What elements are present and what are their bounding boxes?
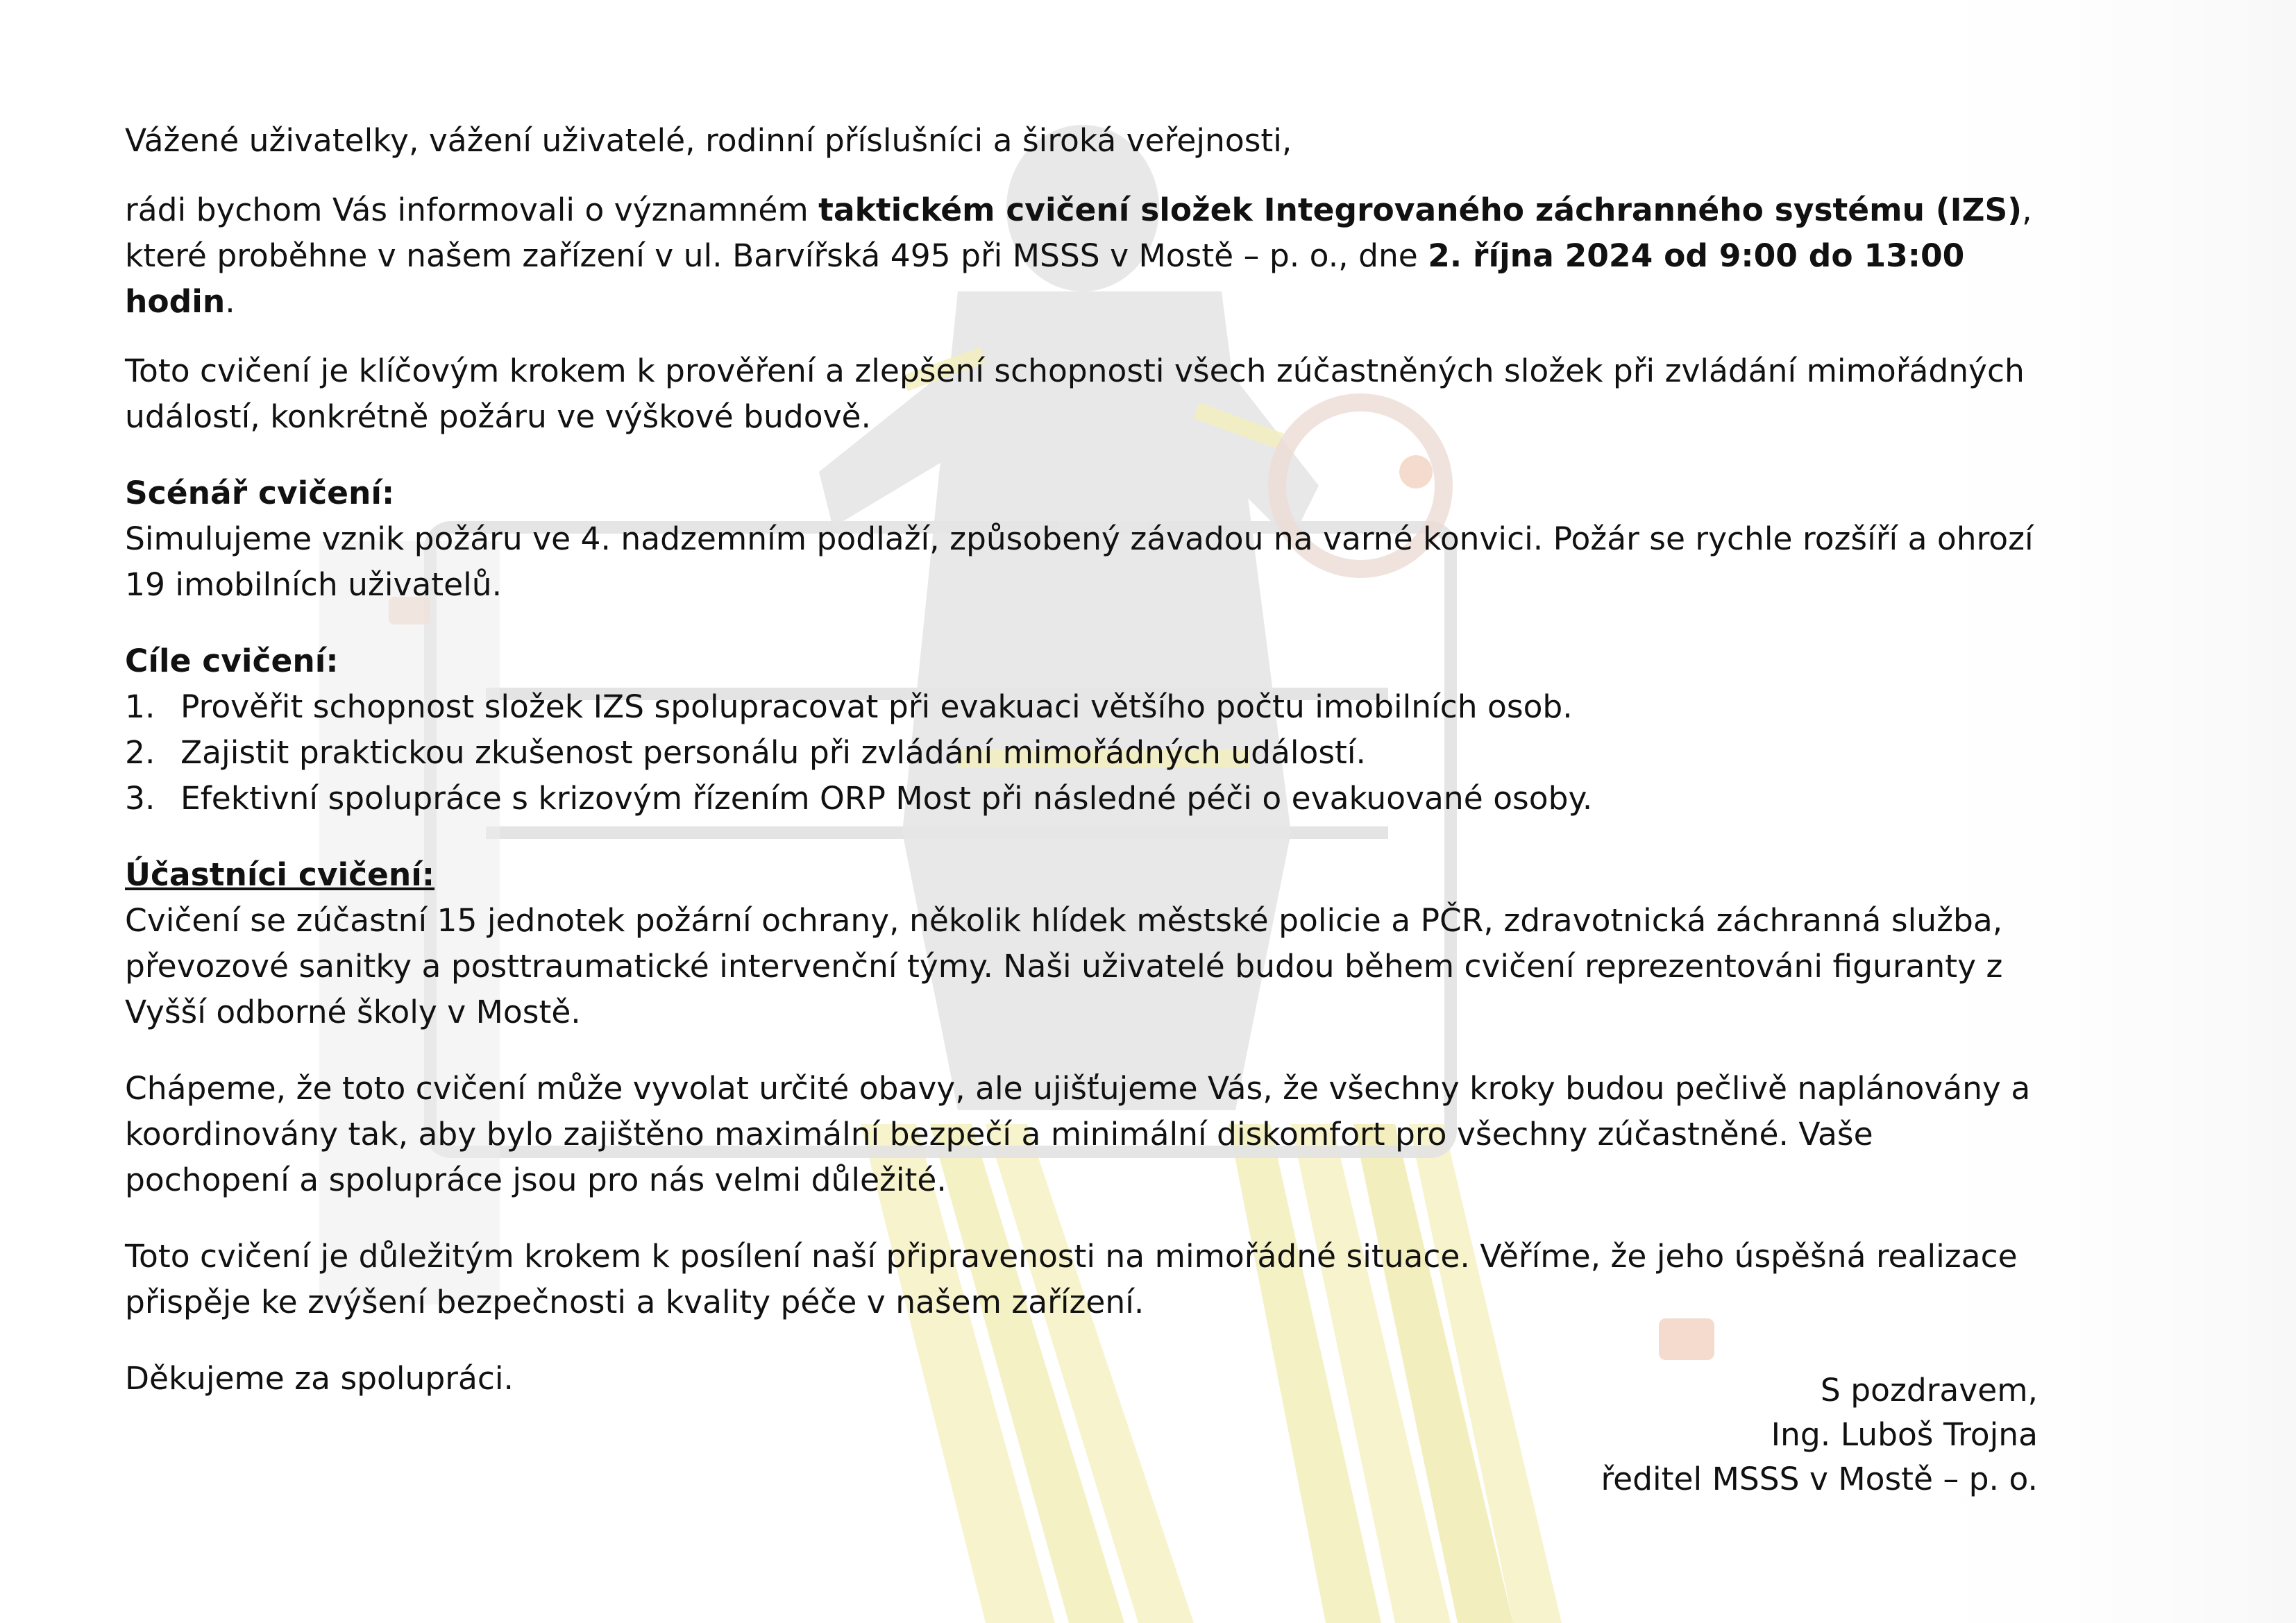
intro-text-2: , které proběhne v našem zařízení v ul. Barvířská 495 při MSSS v Mostě – p. o., dne bbox=[125, 192, 2032, 274]
participants-section bbox=[125, 852, 2041, 1035]
list-item-text: Prověřit schopnost složek IZS spolupracovat při evakuaci většího počtu imobilních osob. bbox=[180, 688, 1573, 725]
purpose-paragraph: Toto cvičení je klíčovým krokem k prověření a zlepšení schopnosti všech zúčastněných složek při zvládání mimořádných událostí, konkrétně požáru ve výškové budově. bbox=[125, 352, 2025, 435]
intro-text-1: rádi bychom Vás informovali o významném bbox=[125, 192, 819, 228]
list-item bbox=[125, 684, 2041, 730]
signature-block bbox=[1601, 1368, 2038, 1502]
intro-paragraph bbox=[125, 187, 2041, 325]
list-item bbox=[125, 730, 2041, 776]
list-item bbox=[125, 776, 2041, 822]
goals-list bbox=[125, 684, 2041, 822]
scenario-heading: Scénář cvičení: bbox=[125, 475, 395, 511]
intro-bold-date: 2. října 2024 od 9:00 do 13:00 hodin bbox=[125, 237, 1965, 320]
scenario-section bbox=[125, 470, 2041, 608]
intro-text-3: . bbox=[225, 283, 235, 320]
goals-heading: Cíle cvičení: bbox=[125, 643, 339, 679]
scenario-text: Simulujeme vznik požáru ve 4. nadzemním podlaží, způsobený závadou na varné konvici. Požár se rychle rozšíří a ohrozí 19 imobilních uživatelů. bbox=[125, 520, 2034, 603]
signature-salutation: S pozdravem, bbox=[1820, 1372, 2038, 1409]
participants-heading: Účastníci cvičení: bbox=[125, 856, 435, 893]
list-item-text: Efektivní spolupráce s krizovým řízením ORP Most při následné péči o evakuované osoby. bbox=[180, 780, 1593, 817]
greeting: Vážené uživatelky, vážení uživatelé, rodinní příslušníci a široká veřejnosti, bbox=[125, 122, 1292, 159]
list-item-number: 2. bbox=[125, 734, 155, 771]
reassurance-paragraph: Chápeme, že toto cvičení může vyvolat určité obavy, ale ujišťujeme Vás, že všechny kroky budou pečlivě naplánovány a koordinovány tak, aby bylo zajištěno maximální bezpečí a minimální diskomfort pro všechny zúčastněné. Vaše pochopení a spolupráce jsou pro nás velmi důležité. bbox=[125, 1070, 2031, 1198]
participants-text: Cvičení se zúčastní 15 jednotek požární ochrany, několik hlídek městské policie a PČR, zdravotnická záchranná služba, převozové sanitky a posttraumatické intervenční týmy. Naši uživatelé budou během cvičení reprezentováni figuranty z Vyšší odborné školy v Mostě. bbox=[125, 902, 2003, 1030]
letter-body bbox=[125, 118, 2041, 1425]
signature-name: Ing. Luboš Trojna bbox=[1771, 1416, 2038, 1453]
list-item-number: 1. bbox=[125, 688, 155, 725]
list-item-text: Zajistit praktickou zkušenost personálu při zvládání mimořádných událostí. bbox=[180, 734, 1366, 771]
thanks-line: Děkujeme za spolupráci. bbox=[125, 1360, 514, 1397]
closing-statement: Toto cvičení je důležitým krokem k posílení naší připravenosti na mimořádné situace. Věříme, že jeho úspěšná realizace přispěje ke zvýšení bezpečnosti a kvality péče v našem zařízení. bbox=[125, 1238, 2018, 1320]
intro-bold-event: taktickém cvičení složek Integrovaného záchranného systému (IZS) bbox=[818, 192, 2023, 228]
goals-section bbox=[125, 638, 2041, 822]
signature-title: ředitel MSSS v Mostě – p. o. bbox=[1601, 1461, 2038, 1497]
list-item-number: 3. bbox=[125, 780, 155, 817]
